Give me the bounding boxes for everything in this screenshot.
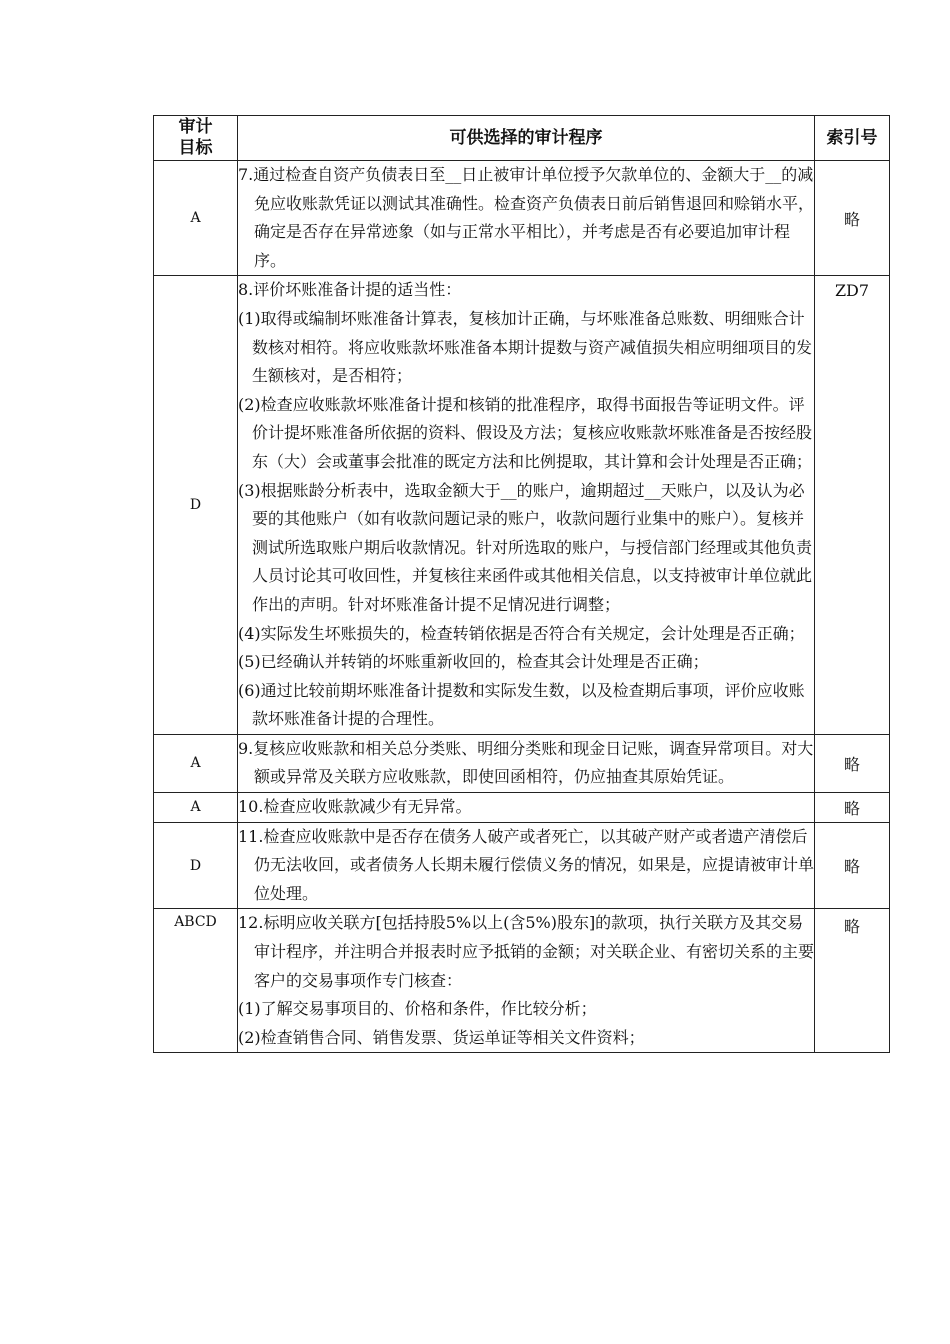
procedure-subitem: (5)已经确认并转销的坏账重新收回的，检查其会计处理是否正确； (238, 652, 709, 672)
table-row (154, 276, 890, 735)
procedure-cell (238, 161, 815, 276)
procedure-text: 7.通过检查自资产负债表日至__日止被审计单位授予欠款单位的、金额大于__的减免应收账款凭证以测试其准确性。检查资产负债表日前后销售退回和赊销水平，确定是否存在异常迹象（如与正常水平相比），并考虑是否有必要追加审计程序。 (238, 165, 815, 270)
audit-goal-header-line1: 审计 (178, 117, 213, 137)
procedure-subitem: (1)了解交易事项目的、价格和条件，作比较分析； (238, 999, 597, 1019)
procedure-cell (238, 793, 815, 823)
procedure-cell (238, 276, 815, 735)
audit-goal-cell: D (154, 822, 238, 909)
procedure-subitem: (3)根据账龄分析表中，选取金额大于__的账户，逾期超过__天账户，以及认为必要的其他账户（如有收款问题记录的账户，收款问题行业集中的账户）。复核并测试所选取账户期后收款情况。针对所选取的账户，与授信部门经理或其他负责人员讨论其可收回性，并复核往来函件或其他相关信息，以支持被审计单位就此作出的声明。针对坏账准备计提不足情况进行调整； (238, 480, 813, 614)
procedure-subitem: (6)通过比较前期坏账准备计提数和实际发生数，以及检查期后事项，评价应收账款坏账准备计提的合理性。 (238, 680, 805, 729)
audit-goal-cell: A (154, 793, 238, 823)
audit-goal-cell: A (154, 161, 238, 276)
procedure-subitem: (1)取得或编制坏账准备计算表，复核加计正确，与坏账准备总账数、明细账合计数核对相符。将应收账款坏账准备本期计提数与资产减值损失相应明细项目的发生额核对，是否相符； (238, 308, 813, 386)
table-row (154, 161, 890, 276)
procedure-cell (238, 734, 815, 792)
procedure-cell (238, 822, 815, 909)
procedure-text: 11.检查应收账款中是否存在债务人破产或者死亡，以其破产财产或者遗产清偿后仍无法收回，或者债务人长期未履行偿债义务的情况，如果是，应提请被审计单位处理。 (238, 826, 815, 903)
procedure-text: 12.标明应收关联方[包括持股5%以上(含5%)股东]的款项，执行关联方及其交易审计程序，并注明合并报表时应予抵销的金额；对关联企业、有密切关系的主要客户的交易事项作专门核查： (238, 913, 815, 990)
index-cell: 略 (815, 822, 890, 909)
audit-procedure-table (153, 115, 890, 1053)
index-cell: 略 (815, 793, 890, 823)
audit-goal-cell: ABCD (154, 909, 238, 1053)
procedure-subitem: (4)实际发生坏账损失的，检查转销依据是否符合有关规定，会计处理是否正确； (238, 623, 805, 643)
index-cell: 略 (815, 734, 890, 792)
procedure-text: 9.复核应收账款和相关总分类账、明细分类账和现金日记账，调查异常项目。对大额或异常及关联方应收账款，即使回函相符，仍应抽查其原始凭证。 (238, 738, 814, 787)
table-row (154, 793, 890, 823)
audit-goal-header-line2: 目标 (178, 138, 213, 158)
index-cell: 略 (815, 909, 890, 1053)
table-header-row (154, 116, 890, 161)
procedure-subitem: (2)检查应收账款坏账准备计提和核销的批准程序，取得书面报告等证明文件。评价计提坏账准备所依据的资料、假设及方法；复核应收账款坏账准备是否按经股东（大）会或董事会批准的既定方法和比例提取，其计算和会计处理是否正确； (238, 394, 813, 471)
index-header: 索引号 (815, 116, 890, 161)
procedure-cell (238, 909, 815, 1053)
procedure-text: 8.评价坏账准备计提的适当性： (238, 280, 462, 300)
audit-goal-cell: D (154, 276, 238, 735)
procedure-header: 可供选择的审计程序 (238, 116, 815, 161)
table-row (154, 909, 890, 1053)
audit-goal-header (154, 116, 238, 161)
table-row (154, 734, 890, 792)
procedure-text: 10.检查应收账款减少有无异常。 (238, 797, 472, 817)
table-row (154, 822, 890, 909)
procedure-subitem: (2)检查销售合同、销售发票、货运单证等相关文件资料； (238, 1027, 645, 1047)
audit-goal-cell: A (154, 734, 238, 792)
index-cell: ZD7 (815, 276, 890, 735)
index-cell: 略 (815, 161, 890, 276)
